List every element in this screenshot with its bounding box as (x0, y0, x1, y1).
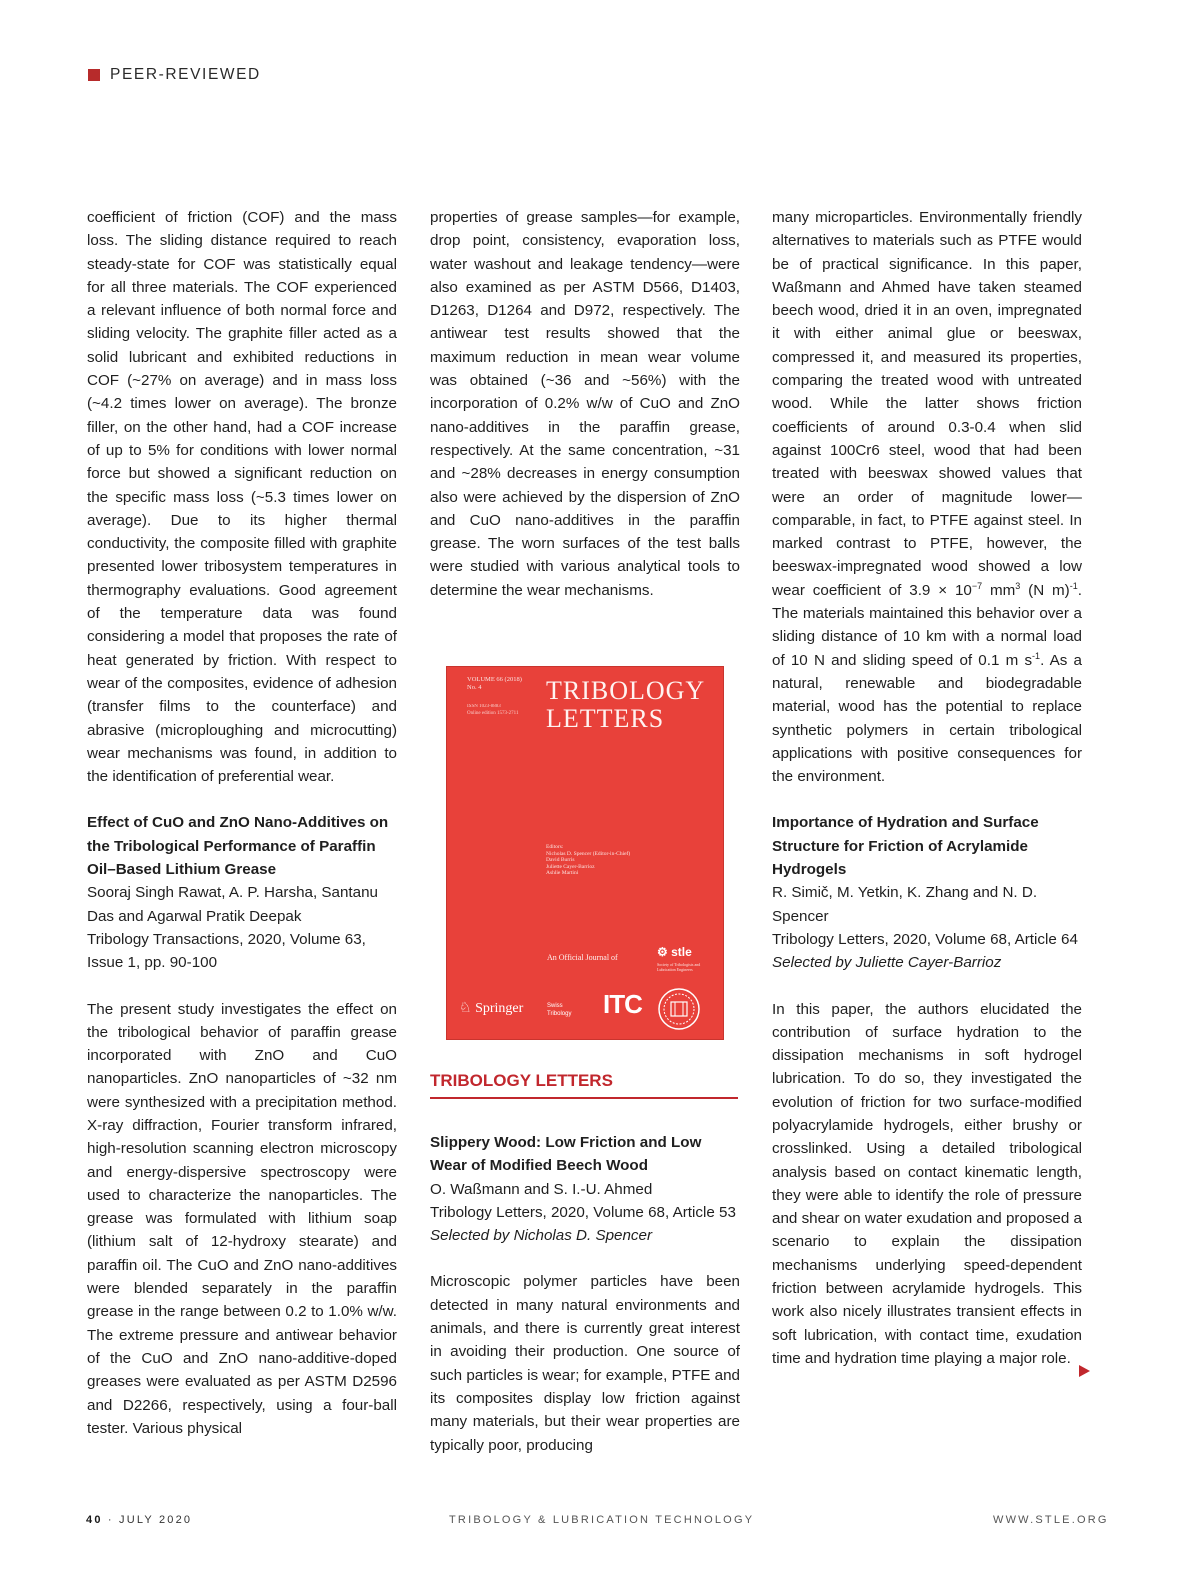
article-citation: Tribology Letters, 2020, Volume 68, Article 53 (430, 1203, 736, 1221)
society-seal-icon (657, 987, 701, 1031)
continue-arrow-icon (1079, 1365, 1090, 1377)
article-title-hydrogels: Importance of Hydration and Surface Structure for Friction of Acrylamide Hydrogels (772, 814, 1039, 879)
article-authors: Sooraj Singh Rawat, A. P. Harsha, Santanu Das and Agarwal Pratik Deepak (87, 884, 378, 925)
article-citation: Tribology Letters, 2020, Volume 68, Article 64 (772, 930, 1078, 948)
column-1 (87, 206, 397, 1440)
column-2-lower (430, 1131, 740, 1457)
stle-logo-subtitle: Society of Tribologists and Lubrication Engineers (657, 962, 701, 972)
footer-website: WWW.STLE.ORG (993, 1514, 1109, 1526)
cover-official-journal: An Official Journal of (547, 953, 618, 962)
cover-editors: Editors: Nicholas D. Spencer (Editor-in-Chief) David Burris Juliette Cayer-Barrioz Ashlie Martini (546, 844, 631, 876)
page-header (88, 66, 261, 84)
col3-body-text: many microparticles. Environmentally friendly alternatives to materials such as PTFE would be of practical significance. In this paper, Waßmann and Ahmed have taken steamed beech wood, dried it in an oven, impregnated it with either animal glue or beeswax, compressed it, and measured its properties, comparing the treated wood with untreated wood. While the latter shows friction coefficients of around 0.3-0.4 when slid against 100Cr6 steel, wood that had been treated with beeswax showed values that were an order of magnitude lower—comparable, in fact, to PTFE against steel. In marked contrast to PTFE, however, the beeswax-impregnated wood showed a low wear coefficient of $3.9 \times 10^{-7}$ $mm^3$ (N m)$^{-1}$. The materials maintained this behavior over a sliding distance of 10 km with a normal load of 10 N and sliding speed of 0.1 m $s^{-1}$. As a natural, renewable and biodegradable material, wood has the potential to replace synthetic polymers in certain tribological applications with positive consequences for the environment. (772, 209, 1082, 786)
column-3 (772, 206, 1082, 1370)
col2b-body-text: Microscopic polymer particles have been detected in many natural environments and animals, and there is currently great interest in avoiding their production. One source of such particles is wear; for example, PTFE and its composites display low friction against many materials, but their wear properties are typically poor, producing (430, 1273, 740, 1454)
stle-logo: ⚙ stle (657, 945, 692, 959)
article-selected-by: Selected by Juliette Cayer-Barrioz (772, 954, 1002, 972)
section-marker-square (88, 69, 100, 81)
cover-journal-title: TRIBOLOGY LETTERS (546, 676, 706, 733)
springer-logo: ♘ Springer (459, 1001, 524, 1016)
cover-issn: ISSN 1023-8883 Online edition 1573-2711 (467, 704, 519, 716)
footer-page-date: 40 · JULY 2020 (86, 1514, 193, 1526)
journal-cover-image (446, 666, 724, 1040)
col3-body2-text: In this paper, the authors elucidated the contribution of surface hydration to the dissipation mechanisms in soft hydrogel lubrication. To do so, they investigated the evolution of friction for two surface-modified polyacrylamide hydrogels, either brushy or crosslinked. Using a detailed tribological analysis based on contact kinematic length, they were able to identify the role of pressure and shear on water exudation and proposed a scenario to explain the dissipation mechanisms underlying speed-dependent friction between acrylamide hydrogels. This work also nicely illustrates transient effects in soft lubrication, with contact time, exudation time and hydration time playing a major role. (772, 1000, 1082, 1367)
col1-body-text: The present study investigates the effect on the tribological behavior of paraffin grease incorporated with ZnO and CuO nanoparticles. ZnO nanoparticles of ~32 nm were synthesized with a precipitation method. X-ray diffraction, Fourier transform infrared, high-resolution scanning electron microscopy and energy-dispersive spectroscopy were used to characterize the nanoparticles. The grease was formulated with lithium soap (lithium salt of 12-hydroxy stearate) and paraffin oil. The CuO and ZnO nano-additives were blended separately in the paraffin grease in the range between 0.2 to 1.0% w/w. The extreme pressure and antiwear behavior of the CuO and ZnO nano-additive-doped greases were evaluated as per ASTM D2596 and D2266, respectively, using a four-ball tester. Various physical (87, 1000, 397, 1437)
col2-body-text: properties of grease samples—for example, drop point, consistency, evaporation loss, water washout and leakage tendency—were also examined as per ASTM D566, D1403, D1263, D1264 and D972, respectively. The antiwear test results showed that the maximum reduction in mean wear volume was obtained (~36 and ~56%) with the incorporation of 0.2% w/w of CuO and ZnO nano-additives in the paraffin grease, respectively. At the same concentration, ~31 and ~28% decreases in energy consumption also were achieved by the dispersion of ZnO and CuO nano-additives in the paraffin grease. The worn surfaces of the test balls were studied with various analytical tools to determine the wear mechanisms. (430, 209, 740, 599)
itc-logo: ITC (603, 989, 642, 1019)
article-title-slippery-wood: Slippery Wood: Low Friction and Low Wear of Modified Beech Wood (430, 1134, 702, 1175)
footer-magazine-name: TRIBOLOGY & LUBRICATION TECHNOLOGY (449, 1514, 755, 1526)
article-title-cuo-zno: Effect of CuO and ZnO Nano-Additives on the Tribological Performance of Paraffin Oil–Based Lithium Grease (87, 814, 389, 879)
section-heading-tribology-letters: TRIBOLOGY LETTERS (430, 1071, 738, 1099)
article-authors: O. Waßmann and S. I.-U. Ahmed (430, 1180, 653, 1198)
column-2 (430, 206, 740, 602)
cover-volume: VOLUME 66 (2018) No. 4 (467, 676, 522, 691)
article-citation: Tribology Transactions, 2020, Volume 63, Issue 1, pp. 90-100 (87, 930, 366, 972)
article-authors: R. Simič, M. Yetkin, K. Zhang and N. D. Spencer (772, 884, 1038, 925)
col1-intro-text: coefficient of friction (COF) and the mass loss. The sliding distance required to reach steady-state for COF was statistically equal for all three materials. The COF experienced a relevant influence of both normal force and sliding velocity. The graphite filler acted as a solid lubricant and exhibited reductions in COF (~27% on average) and in mass loss (~4.2 times lower on average). The bronze filler, on the other hand, had a COF increase of up to 5% for conditions with lower normal force but showed a significant reduction on the specific mass loss (~5.3 times lower on average). Due to its higher thermal conductivity, the composite filled with graphite presented lower tribosystem temperatures in thermography evaluations. Good agreement of the temperature data was found considering a model that proposes the rate of heat generated by friction. With respect to wear of the composites, evidence of adhesion (transfer films to the counterface) and abrasive (microploughing and microcutting) wear mechanisms was found, in addition to the identification of preferential wear. (87, 209, 397, 786)
article-selected-by: Selected by Nicholas D. Spencer (430, 1227, 653, 1245)
swiss-tribology-logo: Swiss Tribology (547, 1003, 572, 1017)
header-label: PEER-REVIEWED (110, 66, 261, 83)
